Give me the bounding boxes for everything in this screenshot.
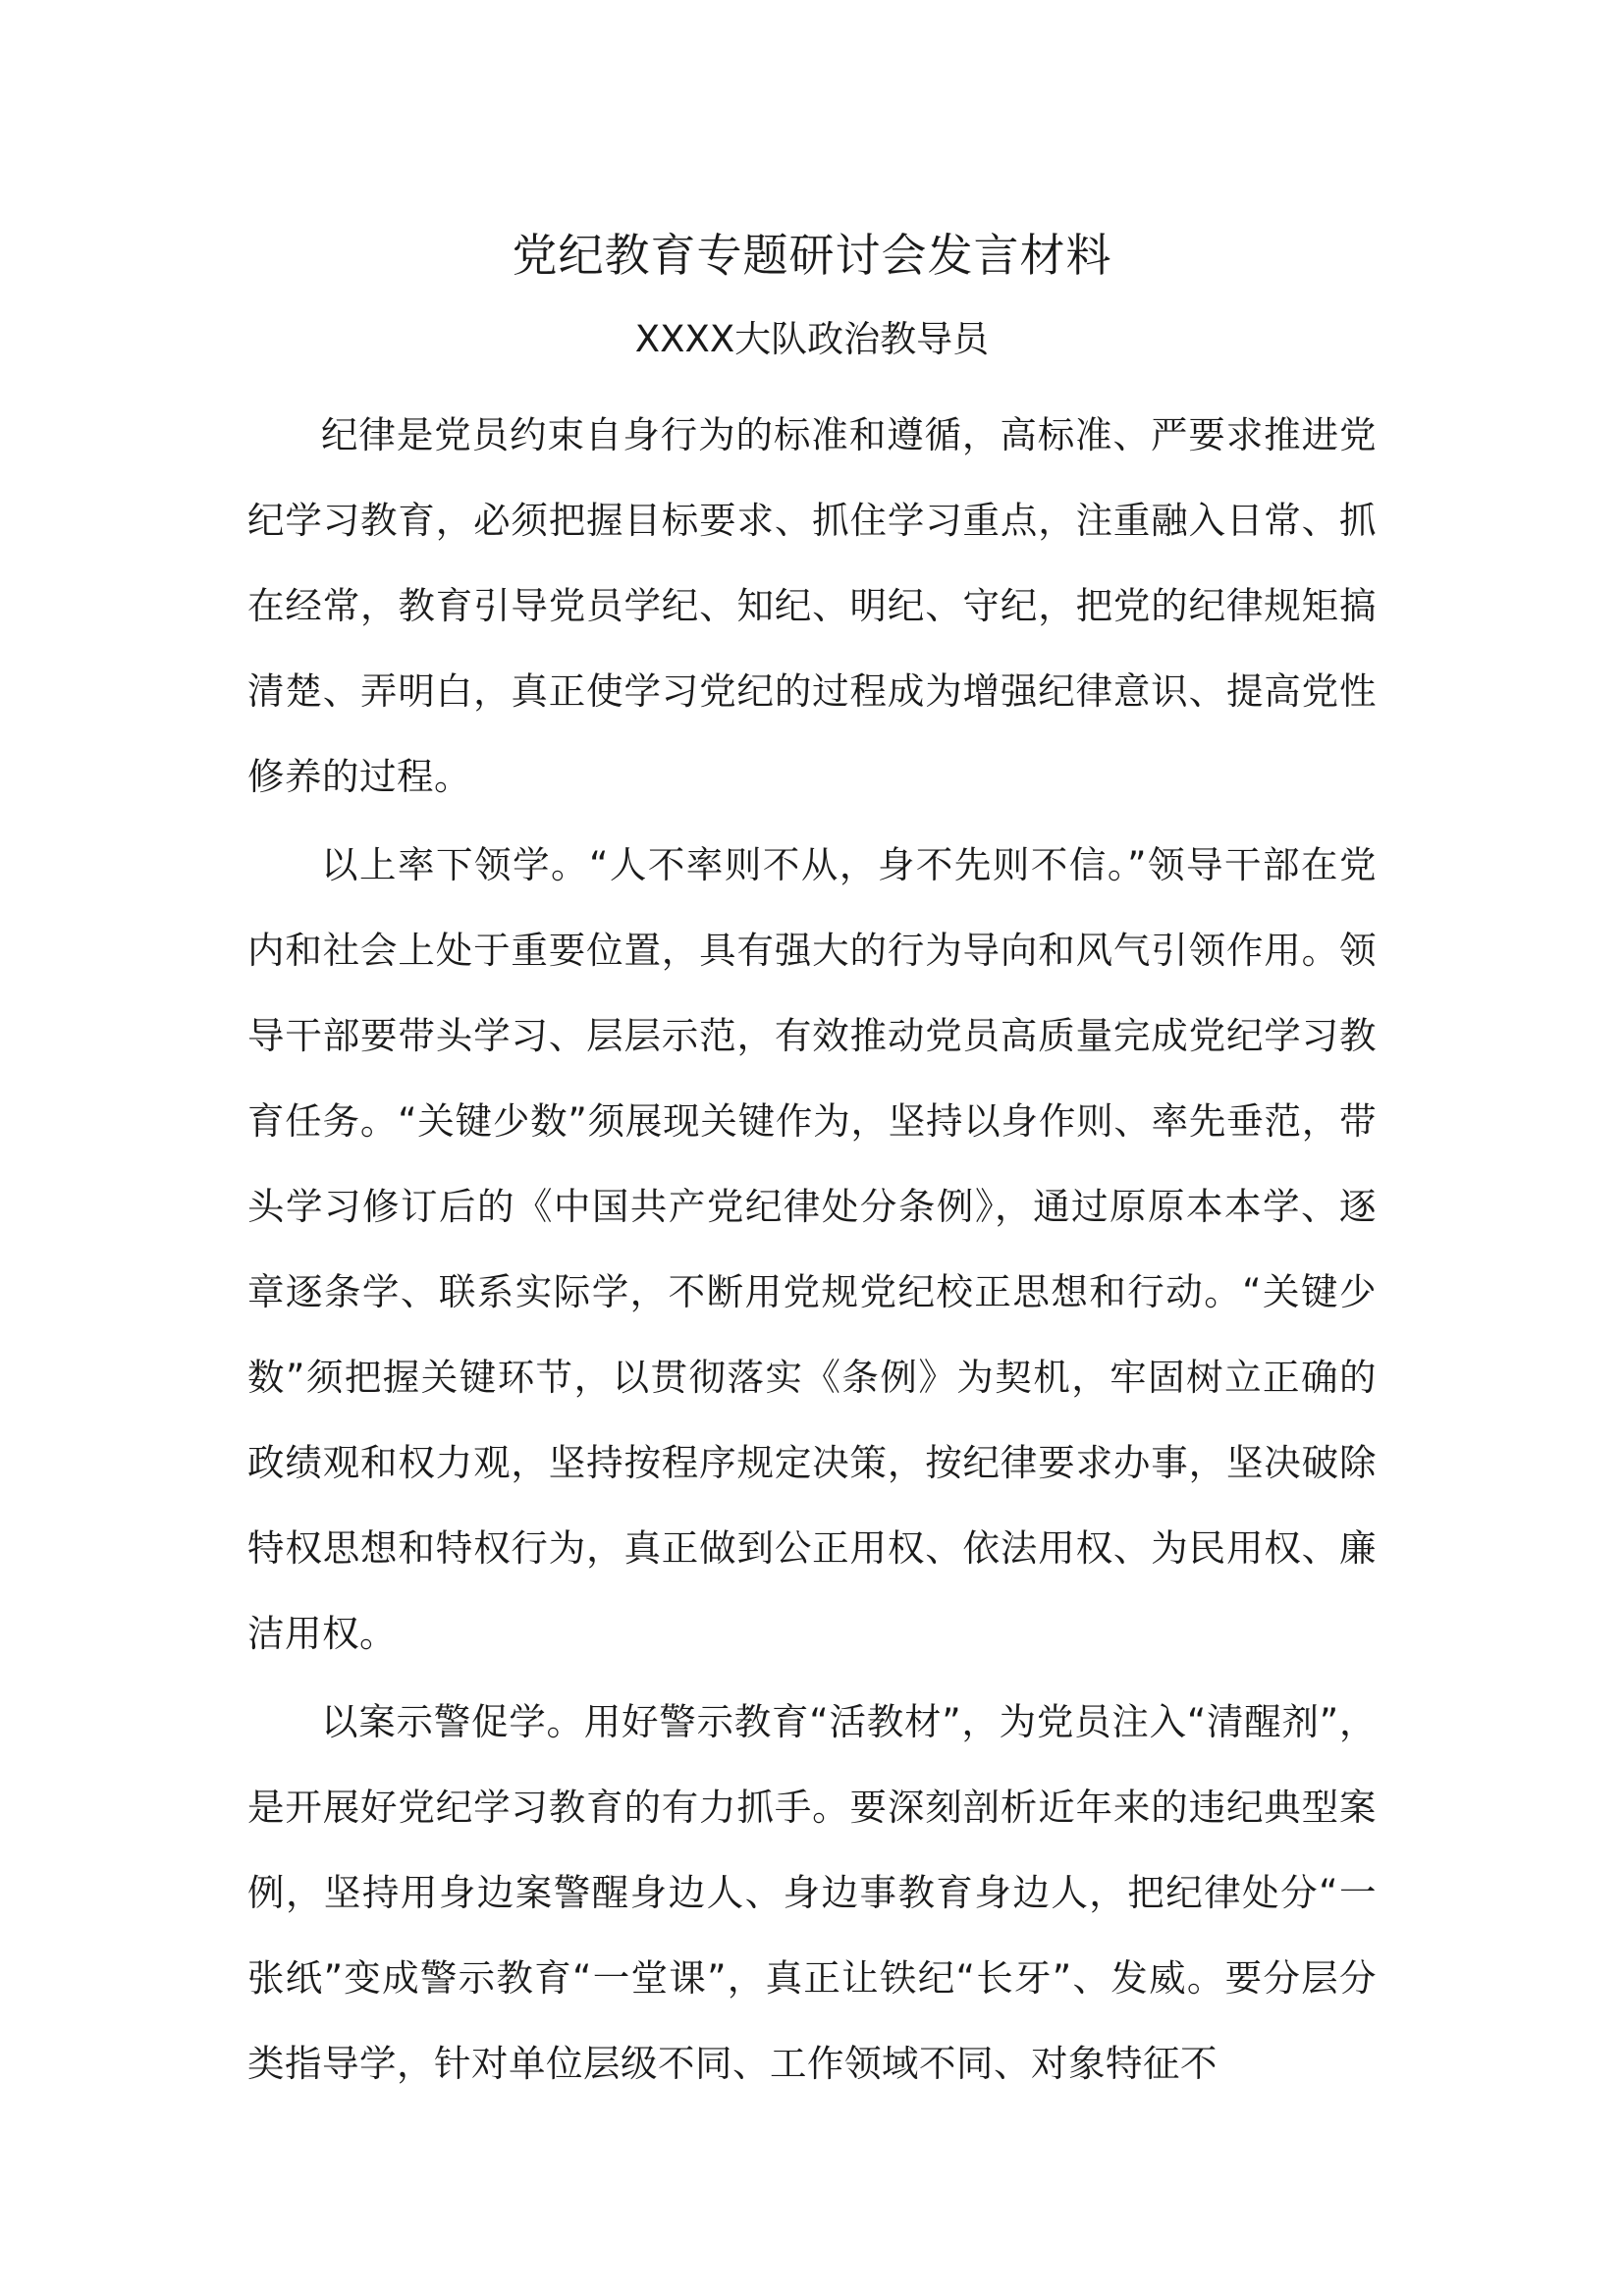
- document-title: 党纪教育专题研讨会发言材料: [512, 229, 1112, 282]
- paragraph-warning-cases: 以案示警促学。用好警示教育“活教材”，为党员注入“清醒剂”，是开展好党纪学习教育的有力抓手。要深刻剖析近年来的违纪典型案例，坚持用身边案警醒身边人、身边事教育身边人，把纪律处分“一张纸”变成警示教育“一堂课”，真正让铁纪“长牙”、发威。要分层分类指导学，针对单位层级不同、工作领域不同、对象特征不: [247, 1700, 1377, 2085]
- document-author: XXXX大队政治教导员: [634, 318, 990, 360]
- paragraph-lead-by-example: 以上率下领学。“人不率则不从，身不先则不信。”领导干部在党内和社会上处于重要位置，具有强大的行为导向和风气引领作用。领导干部要带头学习、层层示范，有效推动党员高质量完成党纪学习教育任务。“关键少数”须展现关键作为，坚持以身作则、率先垂范，带头学习修订后的《中国共产党纪律处分条例》，通过原原本本学、逐章逐条学、联系实际学，不断用党规党纪校正思想和行动。“关键少数”须把握关键环节，以贯彻落实《条例》为契机，牢固树立正确的政绩观和权力观，坚持按程序规定决策，按纪律要求办事，坚决破除特权思想和特权行为，真正做到公正用权、依法用权、为民用权、廉洁用权。: [247, 843, 1377, 1655]
- paragraph-intro: 纪律是党员约束自身行为的标准和遵循，高标准、严要求推进党纪学习教育，必须把握目标要求、抓住学习重点，注重融入日常、抓在经常，教育引导党员学纪、知纪、明纪、守纪，把党的纪律规矩搞清楚、弄明白，真正使学习党纪的过程成为增强纪律意识、提高党性修养的过程。: [247, 413, 1377, 798]
- document-body: [247, 393, 1377, 2109]
